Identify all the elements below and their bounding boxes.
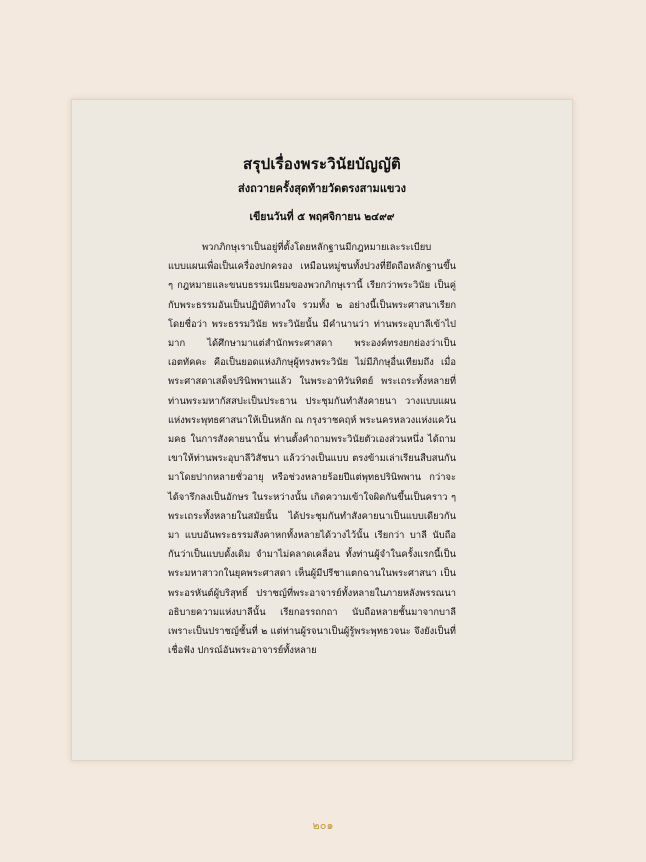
document-page — [71, 99, 573, 761]
document-body: พวกภิกษุเราเป็นอยู่ที่ตั้งโดยหลักฐานมีกฎหมายเละระเบียบแบบแผนเพื่อเป็นเครื่องปกครอง เหมือนหมู่ชนทั้งปวงที่ยึดถือหลักฐานขึ้น ๆ กฎหมายและขนบธรรมเนียมของพวกภิกษุเรานี้ เรียกว่าพระวินัย เป็นคู่กับพระธรรมอันเป็นปฏิบัติทางใจ รวมทั้ง ๒ อย่างนี้เป็นพระศาสนาเรียกโดยชื่อว่า พระธรรมวินัย พระวินัยนั้น มีคำนานว่า ท่านพระอุบาลีเข้าไปมาก ได้ศึกษามาแต่สำนักพระศาสดา พระองค์ทรงยกย่องว่าเป็นเอตทัคคะ คือเป็นยอดแห่งภิกษุผู้ทรงพระวินัย ไม่มีภิกษุอื่นเทียมถึง เมื่อพระศาสดาเสด็จปรินิพพานแล้ว ในพระอาทิวันทิตย์ พระเถระทั้งหลายที่ท่านพระมหากัสสปะเป็นประธาน ประชุมกันทำสังคายนา วางแบบแผนแห่งพระพุทธศาสนาให้เป็นหลัก ณ กรุงราชคฤห์ พระนครหลวงแห่งแคว้นมคธ ในการสังคายนานั้น ท่านตั้งคำถามพระวินัยตัวเองส่วนหนึ่ง ได้ถามเขาให้ท่านพระอุบาลีวิสัชนา แล้วว่างเป็นแบบ ตรงข้ามเล่าเรียนสืบสนกันมาโดยปากหลายชั่วอายุ หรือช่วงหลายร้อยปีแต่พุทธปรินิพพาน กว่าจะได้จารึกลงเป็นอักษร ในระหว่างนั้น เกิดความเข้าใจผิดกันขึ้นเป็นคราว ๆ พระเถระทั้งหลายในสมัยนั้น ได้ประชุมกันทำสังคายนาเป็นแบบเดียวกันมา แบบอันพระธรรมสังคาหกทั้งหลายได้วางไว้นั้น เรียกว่า บาลี นับถือกันว่าเป็นแบบดั้งเดิม จำมาไม่คลาดเคลื่อน ทั้งท่านผู้จำในครั้งแรกนี้เป็นพระมหาสาวกในยุคพระศาสดา เห็นผู้มีปรีชาแตกฉานในพระศาสนา เป็นพระอรหันต์ผู้บริสุทธิ์ ปราชญ์ที่พระอาจารย์ทั้งหลายในภายหลังพรรณนาอธิบายความแห่งบาลีนั้น เรียกอรรถกถา นับถือหลายชั้นมาจากบาลี เพราะเป็นปราชญ์ชั้นที่ ๒ แต่ท่านผู้รจนาเป็นผู้รู้พระพุทธวจนะ จึงยังเป็นที่เชื่อฟัง ปกรณ์อันพระอาจารย์ทั้งหลาย — [168, 242, 456, 657]
page-number: ๒๐๑ — [312, 819, 334, 832]
document-subtitle: ส่งถวายครั้งสุดท้ายวัดตรงสามแขวง — [238, 182, 406, 195]
document-dateline: เขียนวันที่ ๕ พฤศจิกายน ๒๔๙๙ — [249, 211, 395, 223]
document-title: สรุปเรื่องพระวินัยบัญญัติ — [243, 155, 401, 173]
